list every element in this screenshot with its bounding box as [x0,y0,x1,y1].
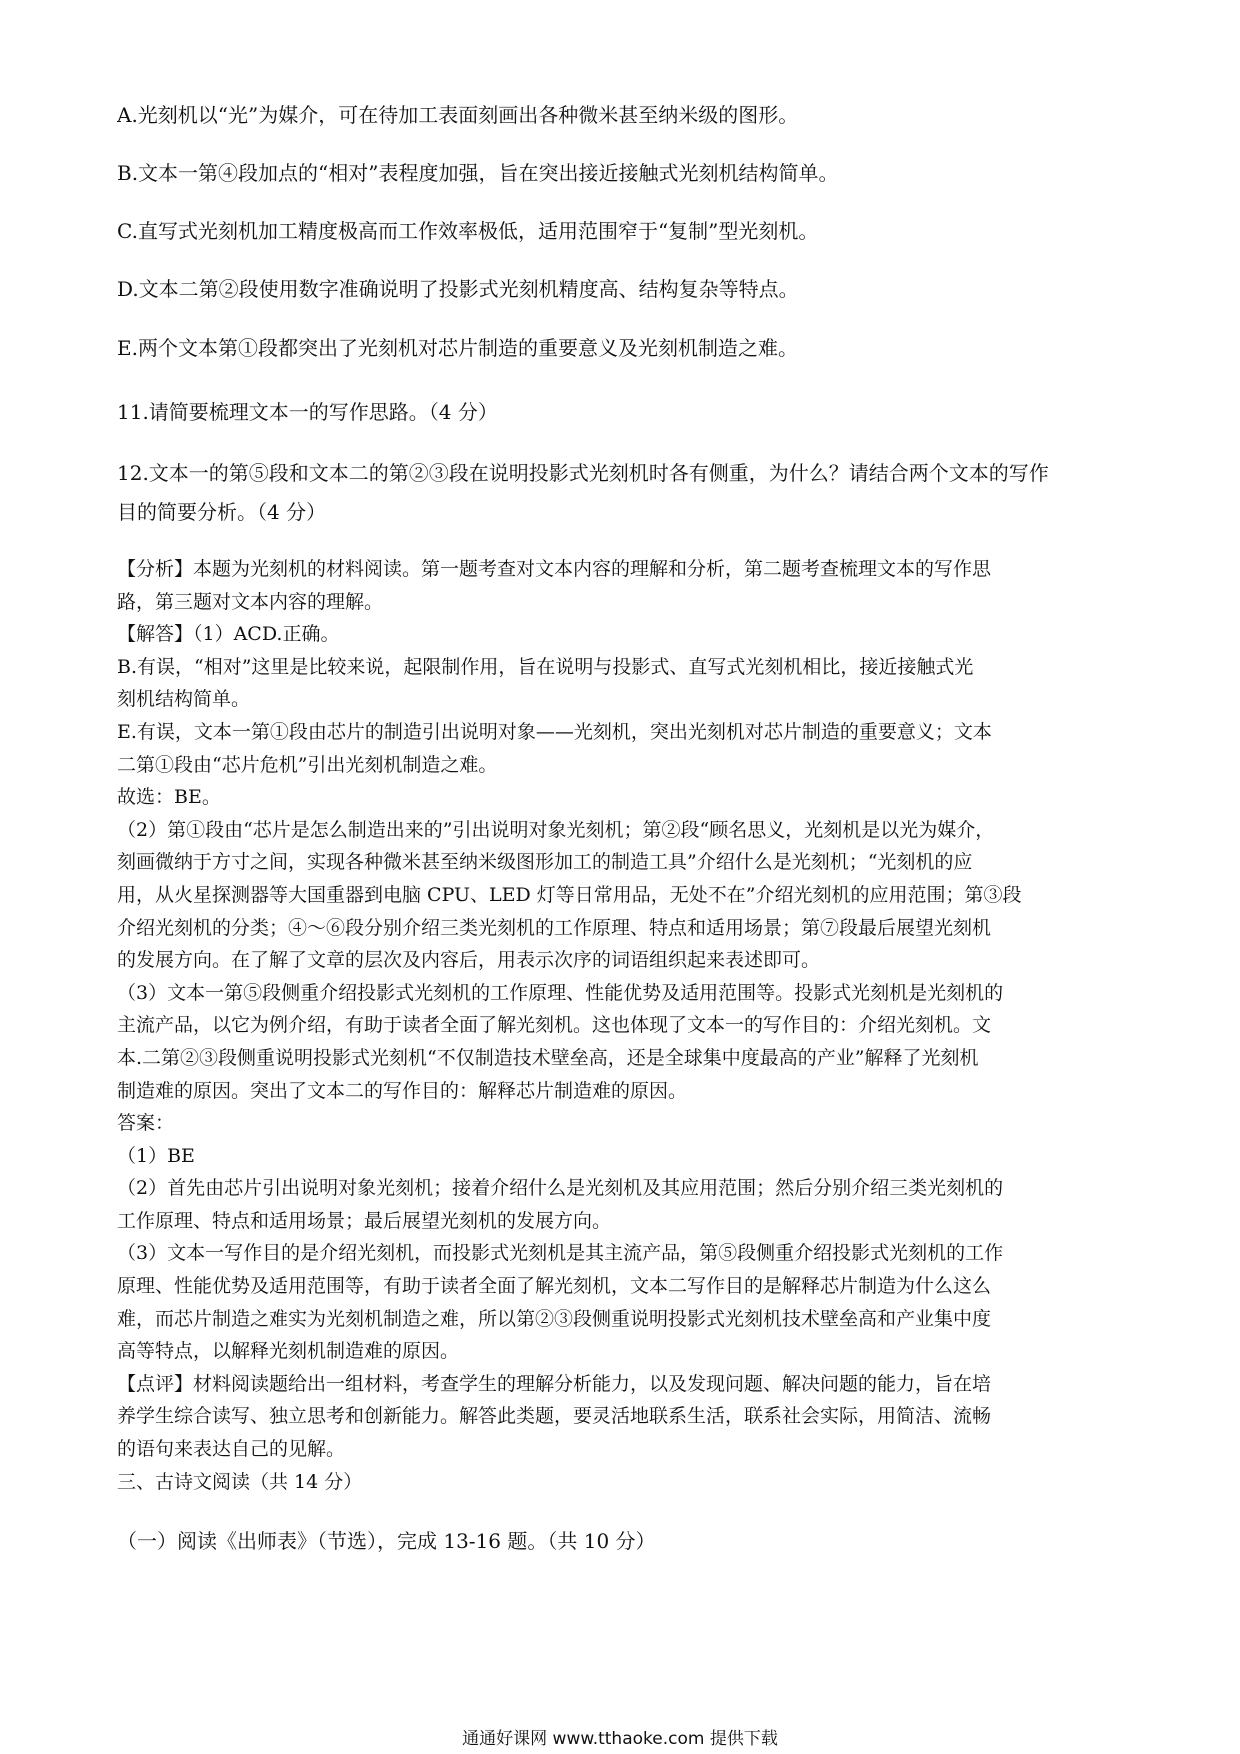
answer-line: 原理、性能优势及适用范围等，有助于读者全面了解光刻机，文本二写作目的是解释芯片制造为什么这么 [117,1275,992,1298]
answer-line: （1）BE [117,1144,195,1167]
option-a: A.光刻机以“光”为媒介，可在待加工表面刻画出各种微米甚至纳米级的图形。 [117,103,799,127]
solution-line: 主流产品，以它为例介绍，有助于读者全面了解光刻机。这也体现了文本一的写作目的：介绍光刻机。文 [117,1014,992,1037]
solution-line: 介绍光刻机的分类；④～⑥段分别介绍三类光刻机的工作原理、特点和适用场景；第⑦段最后展望光刻机 [117,916,992,939]
answer-line: 高等特点，以解释光刻机制造难的原因。 [117,1340,460,1363]
solution-line: 故选：BE。 [117,786,221,809]
question-11: 11.请简要梳理文本一的写作思路。（4 分） [117,400,498,424]
solution-line: 的发展方向。在了解了文章的层次及内容后，用表示次序的词语组织起来表述即可。 [117,949,821,972]
answer-line: 难，而芯片制造之难实为光刻机制造之难，所以第②③段侧重说明投影式光刻机技术壁垒高和产业集中度 [117,1307,992,1330]
answer-line: （2）首先由芯片引出说明对象光刻机；接着介绍什么是光刻机及其应用范围；然后分别介绍三类光刻机的 [117,1177,1004,1200]
solution-line: 【解答】（1）ACD.正确。 [117,623,340,646]
solution-line: 刻机结构简单。 [117,688,251,711]
option-c: C.直写式光刻机加工精度极高而工作效率极低，适用范围窄于“复制”型光刻机。 [117,219,819,243]
footer-source: 通通好课网 www.tthaoke.com 提供下载 [462,1729,778,1749]
answer-line: 工作原理、特点和适用场景；最后展望光刻机的发展方向。 [117,1209,612,1232]
solution-line: 二第①段由“芯片危机”引出光刻机制造之难。 [117,753,498,776]
solution-line: 刻画微纳于方寸之间，实现各种微米甚至纳米级图形加工的制造工具”介绍什么是光刻机；“光刻机的应 [117,851,973,874]
section-one-heading: （一）阅读《出师表》（节选），完成 13-16 题。（共 10 分） [117,1529,656,1553]
solution-line: 制造难的原因。突出了文本二的写作目的：解释芯片制造难的原因。 [117,1079,688,1102]
question-12-line-2: 目的简要分析。（4 分） [117,500,327,524]
solution-line: B.有误，“相对”这里是比较来说，起限制作用，旨在说明与投影式、直写式光刻机相比，接近接触式光 [117,655,974,678]
section-heading: 三、古诗文阅读（共 14 分） [117,1470,363,1493]
solution-line: 用，从火星探测器等大国重器到电脑 CPU、LED 灯等日常用品，无处不在”介绍光刻机的应用范围；第③段 [117,883,1022,906]
option-e: E.两个文本第①段都突出了光刻机对芯片制造的重要意义及光刻机制造之难。 [117,336,798,360]
option-d: D.文本二第②段使用数字准确说明了投影式光刻机精度高、结构复杂等特点。 [117,277,799,301]
solution-line: 本.二第②③段侧重说明投影式光刻机“不仅制造技术壁垒高，还是全球集中度最高的产业”解释了光刻机 [117,1046,979,1069]
analysis-answer-block [117,553,1127,1498]
analysis-line: 路，第三题对文本内容的理解。 [117,590,384,613]
analysis-line: 【分析】本题为光刻机的材料阅读。第一题考查对文本内容的理解和分析，第二题考查梳理文本的写作思 [117,558,992,580]
solution-line: （3）文本一第⑤段侧重介绍投影式光刻机的工作原理、性能优势及适用范围等。投影式光刻机是光刻机的 [117,981,1004,1004]
question-12-line-1: 12.文本一的第⑤段和文本二的第②③段在说明投影式光刻机时各有侧重，为什么？请结合两个文本的写作 [117,461,1049,485]
option-b: B.文本一第④段加点的“相对”表程度加强，旨在突出接近接触式光刻机结构简单。 [117,161,839,185]
answer-line: （3）文本一写作目的是介绍光刻机，而投影式光刻机是其主流产品，第⑤段侧重介绍投影式光刻机的工作 [117,1242,1004,1265]
comment-line: 养学生综合读写、独立思考和创新能力。解答此类题，要灵活地联系生活，联系社会实际，用简洁、流畅 [117,1405,992,1428]
answer-heading: 答案： [117,1112,175,1135]
solution-line: E.有误，文本一第①段由芯片的制造引出说明对象——光刻机，突出光刻机对芯片制造的重要意义；文本 [117,720,992,743]
solution-line: （2）第①段由“芯片是怎么制造出来的”引出说明对象光刻机；第②段“顾名思义，光刻机是以光为媒介， [117,818,995,841]
comment-line: 【点评】材料阅读题给出一组材料，考查学生的理解分析能力，以及发现问题、解决问题的能力，旨在培 [117,1372,992,1395]
comment-line: 的语句来表达自己的见解。 [117,1438,346,1461]
